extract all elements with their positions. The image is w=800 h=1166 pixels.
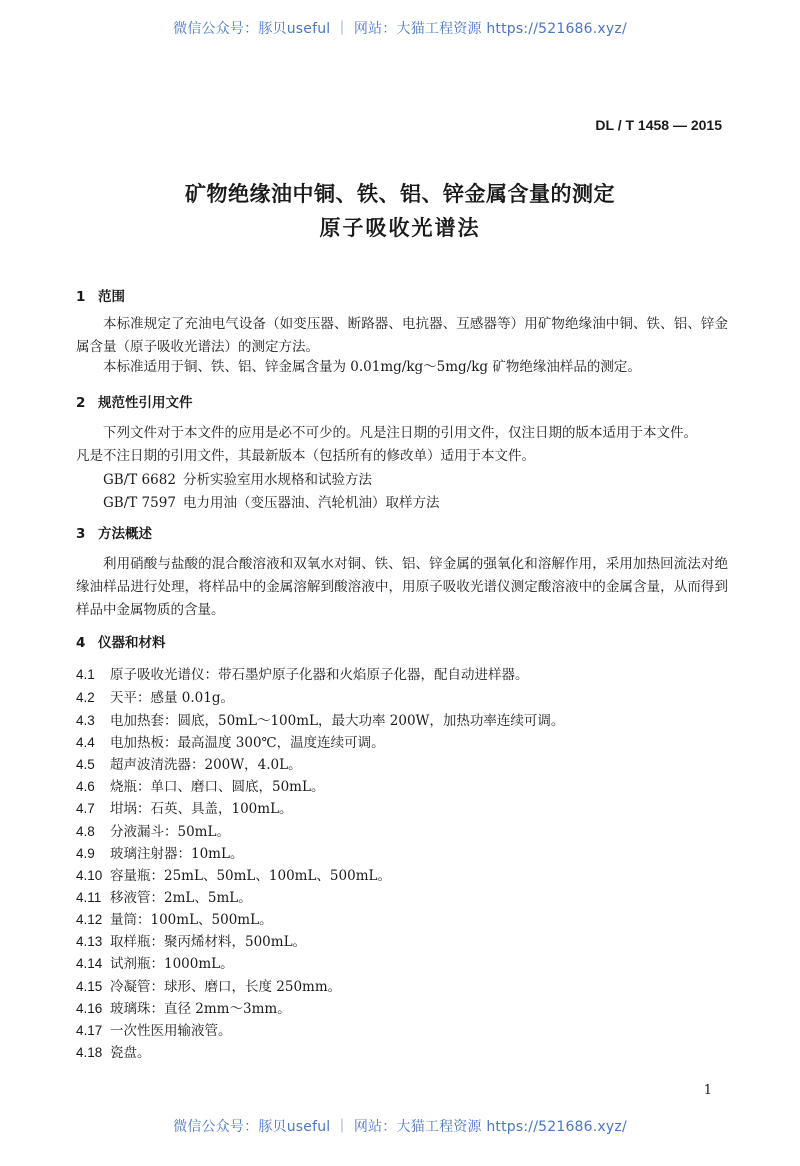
- item-number: 4.11: [76, 890, 102, 905]
- item-text: 冷凝管：球形、磨口，长度 250mm。: [110, 979, 342, 995]
- list-item: [76, 952, 234, 972]
- section-title: 范围: [98, 289, 125, 305]
- item-text: 天平：感量 0.01g。: [110, 690, 234, 706]
- item-number: 4.4: [76, 735, 95, 750]
- list-item: [76, 731, 385, 751]
- section-title: 方法概述: [98, 526, 152, 542]
- document-title: 矿物绝缘油中铜、铁、铝、锌金属含量的测定: [185, 182, 615, 206]
- item-text: 玻璃注射器：10mL。: [110, 846, 244, 862]
- list-item: [76, 775, 324, 795]
- item-number: 4.2: [76, 690, 95, 705]
- watermark-bottom: 微信公众号：豚贝useful ｜ 网站：大猫工程资源 https://521686.xyz/: [173, 1119, 627, 1135]
- item-text: 取样瓶：聚丙烯材料，500mL。: [110, 934, 307, 950]
- list-item: [76, 709, 564, 729]
- item-number: 4.12: [76, 912, 103, 927]
- item-text: 坩埚：石英、具盖，100mL。: [110, 801, 293, 817]
- item-text: 分液漏斗：50mL。: [110, 824, 230, 840]
- watermark-top: 微信公众号：豚贝useful ｜ 网站：大猫工程资源 https://521686.xyz/: [173, 21, 627, 37]
- item-number: 4.14: [76, 956, 103, 971]
- section-3-heading: [76, 522, 152, 542]
- section-title: 规范性引用文件: [98, 395, 193, 411]
- item-text: 原子吸收光谱仪：带石墨炉原子化器和火焰原子化器，配自动进样器。: [110, 667, 529, 683]
- list-item: [76, 663, 529, 683]
- list-item: [76, 686, 234, 706]
- page-number: 1: [703, 1083, 712, 1098]
- item-number: 4.3: [76, 713, 95, 728]
- item-text: 烧瓶：单口、磨口、圆底，50mL。: [110, 779, 325, 795]
- list-item: [76, 886, 252, 906]
- item-number: 4.9: [76, 846, 95, 861]
- list-item: [76, 842, 243, 862]
- item-number: 4.1: [76, 667, 95, 682]
- list-item: [76, 908, 273, 928]
- item-text: 玻璃珠：直径 2mm～3mm。: [110, 1001, 291, 1017]
- list-item: [76, 864, 391, 884]
- section-2-paragraph-1: 下列文件对于本文件的应用是必不可少的。凡是注日期的引用文件，仅注日期的版本适用于本文件。: [103, 425, 697, 441]
- section-1-heading: [76, 285, 125, 305]
- list-item: [76, 997, 291, 1017]
- section-number: 1: [76, 289, 86, 305]
- list-item: [76, 1019, 232, 1039]
- section-1-paragraph-2: 本标准适用于铜、铁、铝、锌金属含量为 0.01mg/kg～5mg/kg 矿物绝缘油样品的测定。: [103, 359, 641, 375]
- item-number: 4.15: [76, 979, 103, 994]
- list-item: [76, 930, 306, 950]
- list-item: [76, 753, 302, 773]
- item-number: 4.7: [76, 801, 95, 816]
- item-number: 4.10: [76, 868, 103, 883]
- section-number: 3: [76, 526, 86, 542]
- item-text: 电加热套：圆底，50mL～100mL，最大功率 200W，加热功率连续可调。: [110, 713, 565, 729]
- list-item: [76, 1041, 151, 1061]
- item-text: 移液管：2mL、5mL。: [110, 890, 252, 906]
- item-text: 电加热板：最高温度 300℃，温度连续可调。: [110, 735, 385, 751]
- section-2-heading: [76, 391, 193, 411]
- list-item: [76, 820, 230, 840]
- item-text: 一次性医用输液管。: [110, 1023, 232, 1039]
- list-item: [76, 975, 341, 995]
- item-number: 4.16: [76, 1001, 103, 1016]
- section-3-paragraph: 利用硝酸与盐酸的混合酸溶液和双氧水对铜、铁、铝、锌金属的强氧化和溶解作用，采用加热回流法对绝缘油样品进行处理，将样品中的金属溶解到酸溶液中，用原子吸收光谱仪测定酸溶液中的金属含量，从而得到样品中金属物质的含量。: [76, 556, 728, 618]
- section-number: 2: [76, 395, 86, 411]
- item-number: 4.13: [76, 934, 103, 949]
- reference-title: 电力用油（变压器油、汽轮机油）取样方法: [183, 495, 440, 511]
- section-4-heading: [76, 631, 166, 651]
- reference-item: [103, 468, 372, 488]
- section-title: 仪器和材料: [98, 635, 166, 651]
- list-item: [76, 797, 293, 817]
- document-subtitle: 原子吸收光谱法: [319, 216, 481, 240]
- item-text: 超声波清洗器：200W，4.0L。: [110, 757, 302, 773]
- section-1-paragraph-1: 本标准规定了充油电气设备（如变压器、断路器、电抗器、互感器等）用矿物绝缘油中铜、铁、铝、锌金属含量（原子吸收光谱法）的测定方法。: [76, 316, 728, 355]
- item-number: 4.8: [76, 824, 95, 839]
- item-number: 4.18: [76, 1045, 103, 1060]
- item-number: 4.6: [76, 779, 95, 794]
- item-text: 试剂瓶：1000mL。: [110, 956, 234, 972]
- standard-code: DL / T 1458 — 2015: [595, 117, 722, 133]
- reference-code: GB/T 7597: [103, 495, 176, 511]
- reference-item: [103, 491, 440, 511]
- reference-title: 分析实验室用水规格和试验方法: [183, 472, 372, 488]
- section-number: 4: [76, 635, 86, 651]
- section-2-paragraph-2: 凡是不注日期的引用文件，其最新版本（包括所有的修改单）适用于本文件。: [76, 448, 535, 464]
- item-number: 4.17: [76, 1023, 103, 1038]
- reference-code: GB/T 6682: [103, 472, 176, 488]
- item-number: 4.5: [76, 757, 95, 772]
- item-text: 容量瓶：25mL、50mL、100mL、500mL。: [110, 868, 391, 884]
- item-text: 量筒：100mL、500mL。: [110, 912, 273, 928]
- item-text: 瓷盘。: [110, 1045, 151, 1061]
